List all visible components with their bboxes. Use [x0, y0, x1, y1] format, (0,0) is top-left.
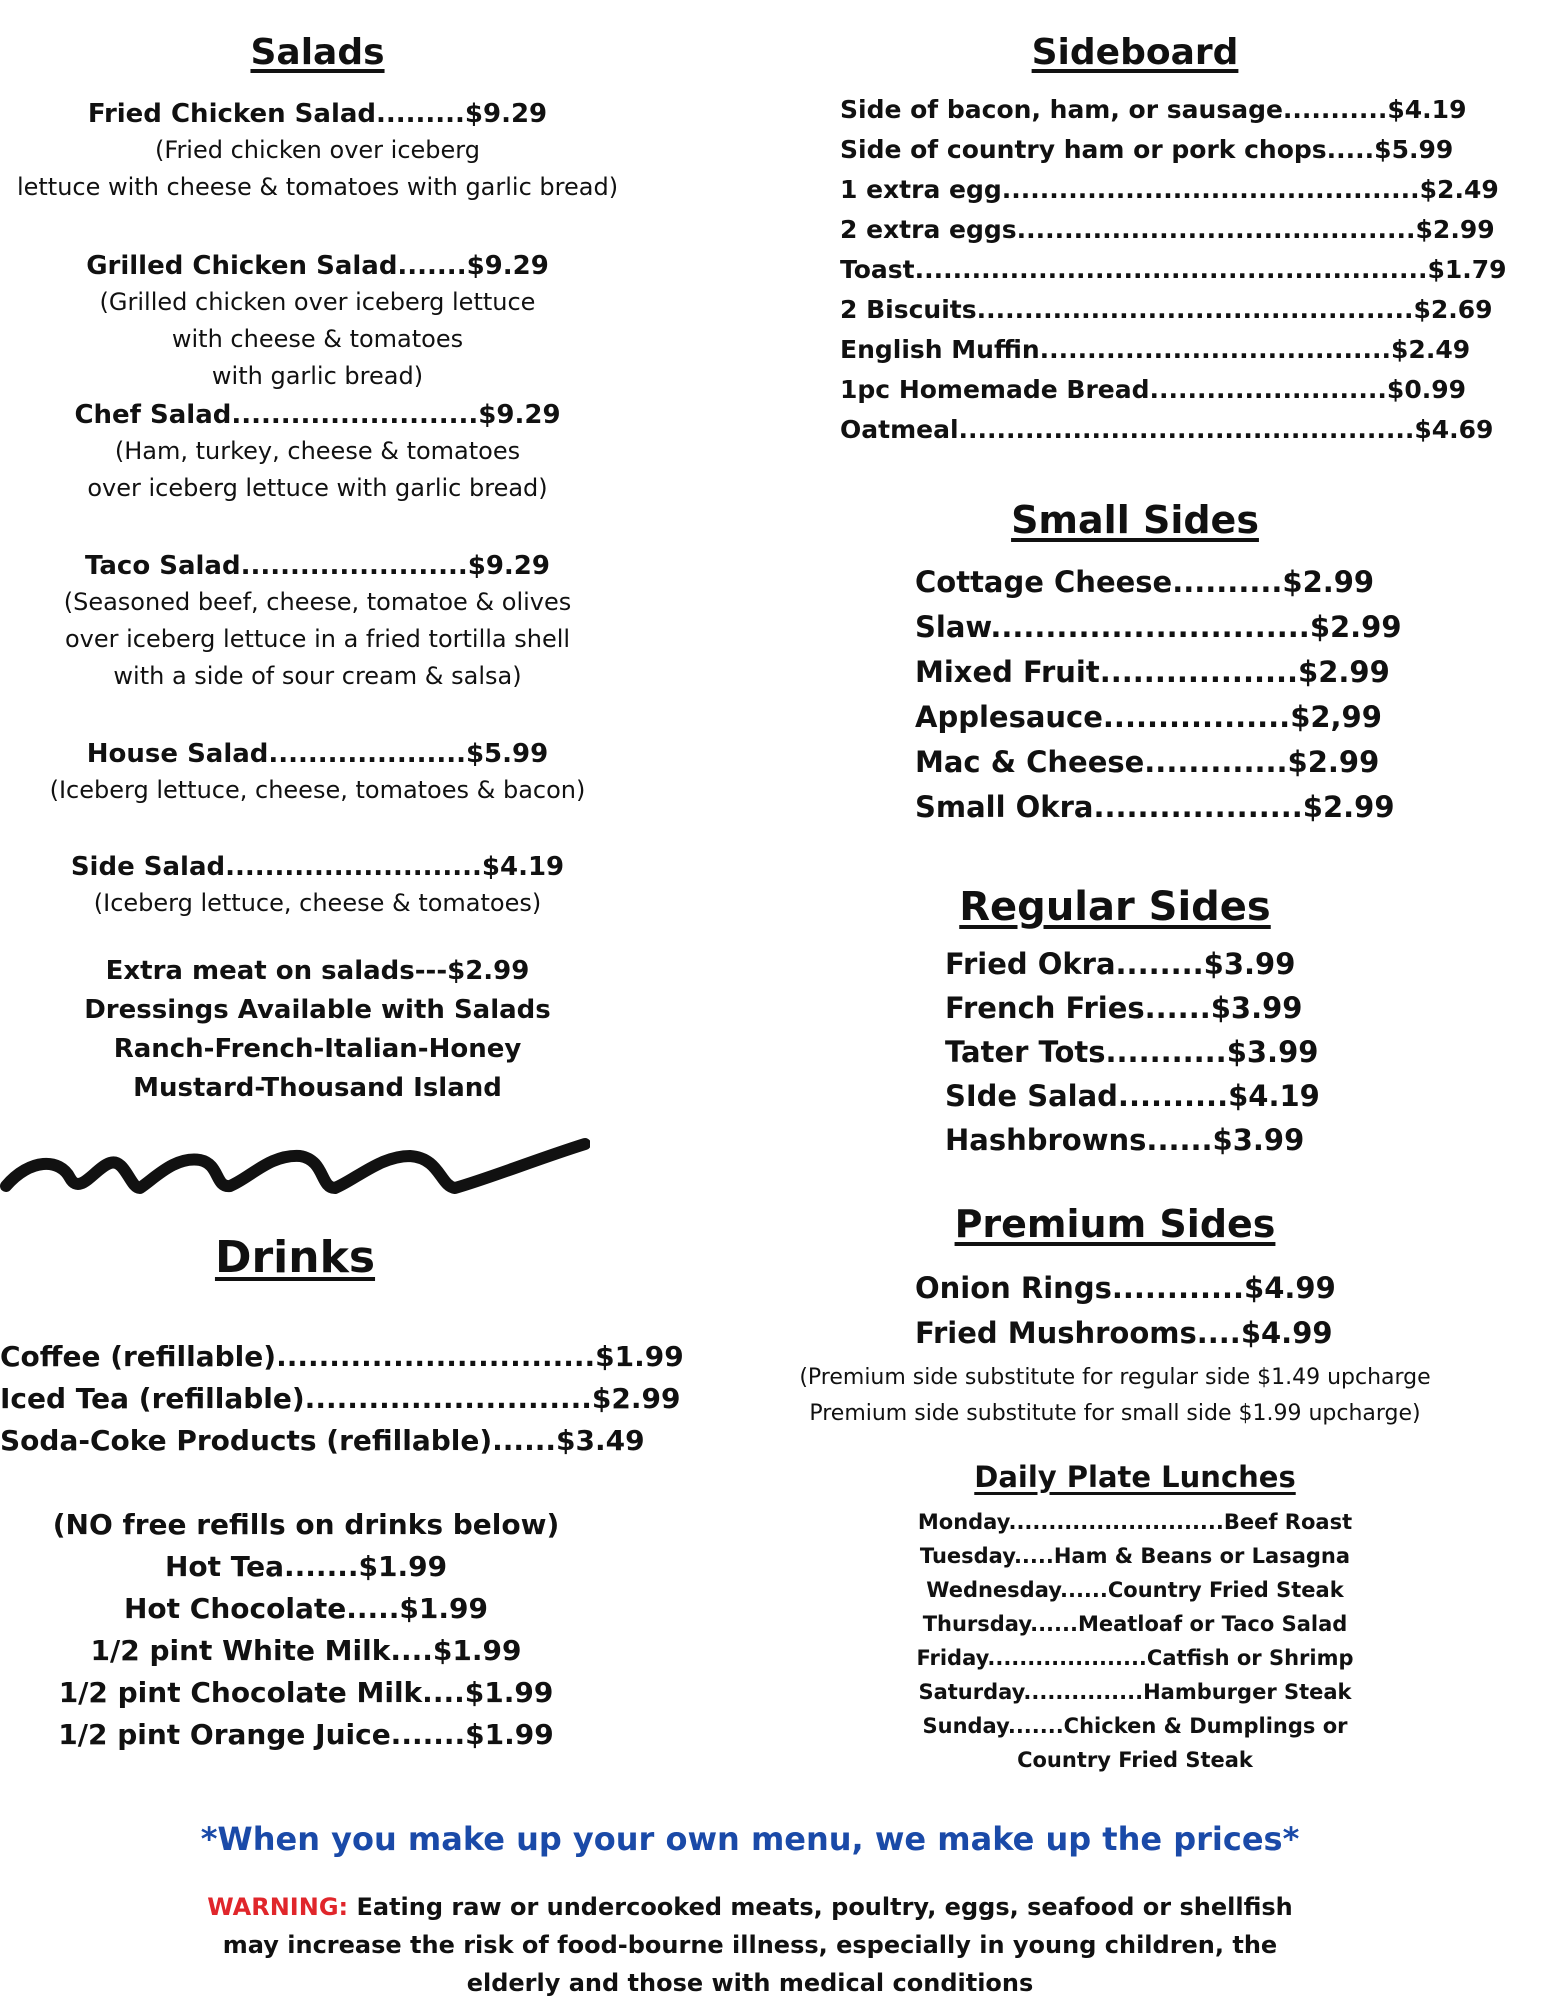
salads-list [0, 548, 635, 695]
dressings-list: Ranch-French-Italian-Honey [113, 1034, 522, 1064]
sideboard-item: Oatmeal................................................$4.69 [840, 415, 1494, 444]
premium-sides-heading: Premium Sides [954, 1202, 1276, 1246]
daily-plate-item: Monday...........................Beef Roast [917, 1510, 1353, 1534]
daily-plate-item: Wednesday......Country Fried Steak [926, 1578, 1344, 1602]
salads-list [0, 849, 635, 922]
premium-side-item: Onion Rings............$4.99 [915, 1271, 1336, 1305]
sideboard-list [840, 90, 1507, 450]
tagline: *When you make up your own menu, we make up the prices* [200, 1820, 1300, 1858]
daily-plates-heading: Daily Plate Lunches [974, 1460, 1296, 1494]
squiggle-divider [0, 1128, 590, 1208]
drinks-other-list [0, 1504, 612, 1756]
warning-text: Eating raw or undercooked meats, poultry, eggs, seafood or shellfish [348, 1893, 1293, 1921]
salads-heading: Salads [250, 32, 385, 73]
warning-line [0, 1888, 1500, 1926]
small-sides-heading: Small Sides [1011, 498, 1259, 542]
dressings-note: Dressings Available with Salads [84, 995, 551, 1025]
sideboard-item: English Muffin.....................................$2.49 [840, 335, 1471, 364]
regular-side-item: Hashbrowns......$3.99 [945, 1123, 1305, 1157]
small-side-item: Small Okra...................$2.99 [915, 790, 1395, 824]
drink-item: 1/2 pint Chocolate Milk....$1.99 [58, 1676, 554, 1709]
side-salad: Side Salad..........................$4.19 [70, 852, 565, 882]
fried-chicken-salad: Fried Chicken Salad.........$9.29 [87, 99, 548, 129]
small-side-item: Mac & Cheese.............$2.99 [915, 745, 1380, 779]
drinks-heading: Drinks [214, 1232, 376, 1283]
fried-chicken-salad-desc: lettuce with cheese & tomatoes with garlic bread) [16, 173, 619, 201]
fried-chicken-salad-desc: (Fried chicken over iceberg [155, 136, 480, 164]
small-sides-list [915, 560, 1402, 830]
drink-item: 1/2 pint White Milk....$1.99 [90, 1634, 522, 1667]
sideboard-item: 2 Biscuits..............................................$2.69 [840, 295, 1493, 324]
salads-list [0, 736, 635, 809]
chef-salad-desc: (Ham, turkey, cheese & tomatoes [114, 437, 521, 465]
salads-list [0, 397, 635, 507]
grilled-chicken-salad-desc: with cheese & tomatoes [171, 325, 464, 353]
daily-plate-item: Tuesday.....Ham & Beans or Lasagna [919, 1544, 1351, 1568]
drink-item: Hot Chocolate.....$1.99 [124, 1592, 488, 1625]
regular-side-item: Tater Tots...........$3.99 [945, 1035, 1319, 1069]
taco-salad-desc: with a side of sour cream & salsa) [113, 662, 522, 690]
sideboard-item: Side of bacon, ham, or sausage...........$4.19 [840, 95, 1467, 124]
small-side-item: Mixed Fruit..................$2.99 [915, 655, 1390, 689]
premium-note-line: Premium side substitute for small side $1.99 upcharge) [809, 1401, 1421, 1426]
sideboard-item: 1pc Homemade Bread.........................$0.99 [840, 375, 1467, 404]
salads-list [0, 96, 635, 206]
regular-side-item: Fried Okra........$3.99 [945, 947, 1296, 981]
sideboard-heading: Sideboard [1031, 32, 1239, 73]
drink-item: Soda-Coke Products (refillable)......$3.49 [0, 1424, 645, 1457]
drink-item: 1/2 pint Orange Juice.......$1.99 [58, 1718, 554, 1751]
regular-side-item: French Fries......$3.99 [945, 991, 1303, 1025]
small-side-item: Slaw.............................$2.99 [915, 610, 1402, 644]
regular-sides-list [945, 942, 1320, 1162]
warning-label: WARNING: [207, 1893, 349, 1921]
premium-note-line: (Premium side substitute for regular side $1.49 upcharge [799, 1365, 1431, 1390]
premium-note [770, 1360, 1460, 1432]
small-side-item: Cottage Cheese..........$2.99 [915, 565, 1375, 599]
drink-item: Coffee (refillable)..............................$1.99 [0, 1340, 684, 1373]
premium-side-item: Fried Mushrooms....$4.99 [915, 1316, 1333, 1350]
house-salad-desc: (Iceberg lettuce, cheese, tomatoes & bacon) [49, 776, 586, 804]
warning-text: elderly and those with medical conditions [466, 1969, 1034, 1997]
chef-salad: Chef Salad.........................$9.29 [74, 400, 561, 430]
grilled-chicken-salad-desc: with garlic bread) [211, 362, 424, 390]
sideboard-item: Side of country ham or pork chops.....$5.99 [840, 135, 1454, 164]
warning-text: may increase the risk of food-bourne illness, especially in young children, the [222, 1931, 1278, 1959]
house-salad: House Salad....................$5.99 [86, 739, 549, 769]
drinks-refillable-list [0, 1336, 684, 1462]
extra-meat-note: Extra meat on salads---$2.99 [105, 956, 530, 986]
small-side-item: Applesauce.................$2,99 [915, 700, 1382, 734]
salad-extras [0, 952, 635, 1108]
side-salad-desc: (Iceberg lettuce, cheese & tomatoes) [93, 889, 542, 917]
warning-block [0, 1888, 1500, 2002]
daily-plate-item: Sunday.......Chicken & Dumplings or [922, 1714, 1348, 1738]
sideboard-item: 2 extra eggs..........................................$2.99 [840, 215, 1495, 244]
no-refill-note: (NO free refills on drinks below) [52, 1508, 560, 1541]
taco-salad-desc: over iceberg lettuce in a fried tortilla shell [64, 625, 571, 653]
sideboard-item: Toast......................................................$1.79 [840, 255, 1507, 284]
daily-plate-item: Saturday...............Hamburger Steak [918, 1680, 1352, 1704]
taco-salad: Taco Salad.......................$9.29 [84, 551, 550, 581]
daily-plate-item: Country Fried Steak [1017, 1748, 1253, 1772]
chef-salad-desc: over iceberg lettuce with garlic bread) [87, 474, 548, 502]
daily-plates-list [790, 1505, 1480, 1777]
sideboard-item: 1 extra egg............................................$2.49 [840, 175, 1499, 204]
premium-sides-list [915, 1266, 1336, 1356]
grilled-chicken-salad: Grilled Chicken Salad.......$9.29 [86, 251, 549, 281]
daily-plate-item: Friday....................Catfish or Shrimp [916, 1646, 1354, 1670]
drink-item: Iced Tea (refillable)...........................$2.99 [0, 1382, 681, 1415]
grilled-chicken-salad-desc: (Grilled chicken over iceberg lettuce [99, 288, 536, 316]
taco-salad-desc: (Seasoned beef, cheese, tomatoe & olives [63, 588, 572, 616]
drink-item: Hot Tea.......$1.99 [164, 1550, 448, 1583]
dressings-list: Mustard-Thousand Island [133, 1073, 502, 1103]
regular-sides-heading: Regular Sides [959, 884, 1271, 930]
salads-list [0, 248, 635, 395]
daily-plate-item: Thursday......Meatloaf or Taco Salad [922, 1612, 1348, 1636]
regular-side-item: SIde Salad..........$4.19 [945, 1079, 1320, 1113]
